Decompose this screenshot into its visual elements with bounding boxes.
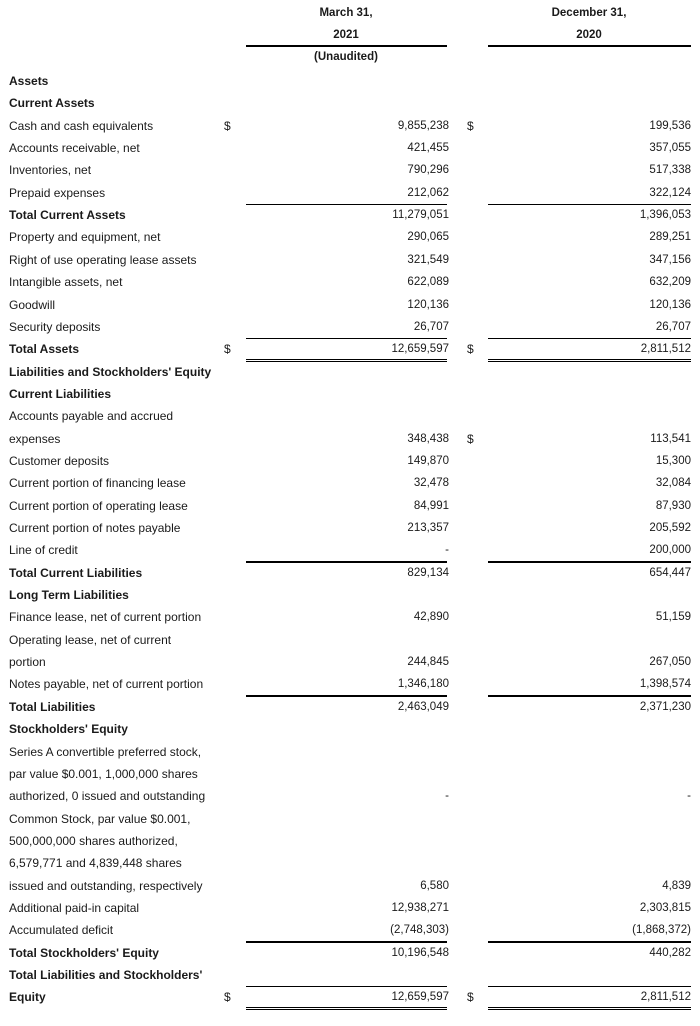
value-december-2020: 632,209 xyxy=(649,276,691,289)
total-rule xyxy=(246,338,447,339)
table-row xyxy=(0,70,700,92)
row-label: Right of use operating lease assets xyxy=(9,252,197,267)
header-underline xyxy=(246,45,447,47)
row-label: Security deposits xyxy=(9,319,101,334)
value-march-2021: - xyxy=(445,790,449,803)
row-label: Intangible assets, net xyxy=(9,275,123,290)
table-row xyxy=(0,495,700,517)
row-label: Accumulated deficit xyxy=(9,923,114,938)
value-march-2021: 2,463,049 xyxy=(397,700,449,713)
value-march-2021: 42,890 xyxy=(413,611,449,624)
row-label: Current portion of financing lease xyxy=(9,476,186,491)
header-line: (Unaudited) xyxy=(314,51,378,63)
value-march-2021: 12,659,597 xyxy=(391,343,449,356)
value-december-2020: 120,136 xyxy=(649,298,691,311)
table-row xyxy=(0,115,700,137)
total-rule xyxy=(488,942,691,943)
value-march-2021: 26,707 xyxy=(413,320,449,333)
double-underline xyxy=(488,1007,691,1010)
value-december-2020: 357,055 xyxy=(649,142,691,155)
row-label: Total Assets xyxy=(9,342,80,357)
table-row xyxy=(0,361,700,383)
total-rule xyxy=(246,696,447,697)
total-rule xyxy=(488,562,691,563)
row-label: Current portion of notes payable xyxy=(9,521,181,535)
row-label: Total Stockholders' Equity xyxy=(9,945,159,960)
currency-symbol: $ xyxy=(467,342,474,357)
row-label: Accounts receivable, net xyxy=(9,141,140,156)
table-row xyxy=(0,718,700,740)
value-december-2020: 200,000 xyxy=(649,544,691,557)
currency-symbol: $ xyxy=(467,118,474,133)
value-december-2020: (1,868,372) xyxy=(632,924,691,937)
value-december-2020: 2,811,512 xyxy=(640,991,691,1004)
value-march-2021: 9,855,238 xyxy=(397,119,449,132)
total-rule xyxy=(488,696,691,697)
row-label: Long Term Liabilities xyxy=(9,588,129,603)
value-december-2020: 199,536 xyxy=(649,119,691,132)
value-december-2020: 15,300 xyxy=(655,454,691,467)
row-label: 500,000,000 shares authorized, xyxy=(9,833,178,848)
table-row xyxy=(0,785,700,807)
value-december-2020: 267,050 xyxy=(649,656,691,669)
currency-symbol: $ xyxy=(467,990,474,1005)
value-december-2020: 87,930 xyxy=(655,499,691,512)
row-label: Liabilities and Stockholders' Equity xyxy=(9,364,212,379)
value-december-2020: 347,156 xyxy=(649,253,691,266)
row-label: Accounts payable and accrued xyxy=(9,409,174,424)
row-label: Equity xyxy=(9,990,46,1005)
value-march-2021: 348,438 xyxy=(407,432,449,445)
table-row xyxy=(0,450,700,472)
table-row xyxy=(0,629,700,651)
total-rule xyxy=(488,986,691,987)
header-line: 2021 xyxy=(333,29,359,41)
value-march-2021: 84,991 xyxy=(413,499,449,512)
table-row xyxy=(0,316,700,338)
value-march-2021: 11,279,051 xyxy=(392,209,449,222)
row-label: Common Stock, par value $0.001, xyxy=(9,811,191,826)
table-row xyxy=(0,673,700,695)
row-label: authorized, 0 issued and outstanding xyxy=(9,789,206,804)
value-march-2021: 212,062 xyxy=(407,186,449,199)
table-row xyxy=(0,539,700,561)
row-label: Customer deposits xyxy=(9,453,110,468)
value-december-2020: 440,282 xyxy=(649,946,691,959)
row-label: Line of credit xyxy=(9,543,78,558)
table-row xyxy=(0,696,700,718)
row-label: expenses xyxy=(9,431,61,446)
value-march-2021: (2,748,303) xyxy=(390,924,449,937)
table-row xyxy=(0,226,700,248)
row-label: Finance lease, net of current portion xyxy=(9,610,202,625)
table-row xyxy=(0,517,700,539)
row-label: Property and equipment, net xyxy=(9,230,161,245)
table-row xyxy=(0,338,700,360)
total-rule xyxy=(488,338,691,339)
row-label: Current Assets xyxy=(9,96,95,111)
row-label: Series A convertible preferred stock, xyxy=(9,744,202,759)
row-label: Total Current Assets xyxy=(9,208,126,223)
table-row xyxy=(0,428,700,450)
value-december-2020: 289,251 xyxy=(649,231,691,244)
currency-symbol: $ xyxy=(467,431,474,446)
value-december-2020: 51,159 xyxy=(655,611,691,624)
value-march-2021: 290,065 xyxy=(407,231,449,244)
value-march-2021: 10,196,548 xyxy=(391,946,449,959)
value-march-2021: 32,478 xyxy=(413,477,449,490)
table-row xyxy=(0,741,700,763)
currency-symbol: $ xyxy=(224,990,231,1005)
total-rule xyxy=(246,986,447,987)
table-row xyxy=(0,875,700,897)
value-december-2020: 322,124 xyxy=(649,186,691,199)
row-label: par value $0.001, 1,000,000 shares xyxy=(9,766,198,781)
row-label: Prepaid expenses xyxy=(9,185,106,200)
row-label: Current Liabilities xyxy=(9,386,112,401)
value-december-2020: 1,398,574 xyxy=(639,678,691,691)
value-december-2020: 517,338 xyxy=(649,164,691,177)
value-march-2021: 421,455 xyxy=(407,142,449,155)
value-december-2020: 2,303,815 xyxy=(639,901,691,914)
row-label: Cash and cash equivalents xyxy=(9,118,154,133)
table-row xyxy=(0,986,700,1008)
table-row xyxy=(0,271,700,293)
value-december-2020: 32,084 xyxy=(655,477,691,490)
row-label: Notes payable, net of current portion xyxy=(9,677,204,692)
value-march-2021: 790,296 xyxy=(407,164,449,177)
column-header-march-2021 xyxy=(246,2,446,68)
value-december-2020: 1,396,053 xyxy=(639,209,691,222)
table-row xyxy=(0,182,700,204)
value-march-2021: 1,346,180 xyxy=(397,678,449,691)
row-label: Stockholders' Equity xyxy=(9,722,128,737)
value-march-2021: 120,136 xyxy=(407,298,449,311)
currency-symbol: $ xyxy=(224,118,231,133)
value-december-2020: 4,839 xyxy=(662,879,691,892)
table-row xyxy=(0,562,700,584)
column-header-december-2020 xyxy=(488,2,690,46)
value-march-2021: 321,549 xyxy=(407,253,449,266)
row-label: Total Current Liabilities xyxy=(9,565,143,580)
header-line: 2020 xyxy=(576,29,602,41)
table-row xyxy=(0,808,700,830)
value-march-2021: 622,089 xyxy=(407,276,449,289)
table-row xyxy=(0,919,700,941)
value-march-2021: - xyxy=(445,544,449,557)
value-march-2021: 149,870 xyxy=(407,454,449,467)
table-row xyxy=(0,383,700,405)
row-label: Total Liabilities and Stockholders' xyxy=(9,968,203,982)
row-label: Additional paid-in capital xyxy=(9,900,140,915)
value-december-2020: 2,811,512 xyxy=(640,343,691,356)
table-row xyxy=(0,472,700,494)
row-label: Total Liabilities xyxy=(9,699,96,714)
value-december-2020: - xyxy=(687,790,691,803)
value-december-2020: 113,541 xyxy=(650,432,691,445)
table-row xyxy=(0,606,700,628)
header-underline xyxy=(488,45,691,47)
table-row xyxy=(0,942,700,964)
table-row xyxy=(0,294,700,316)
value-march-2021: 12,659,597 xyxy=(391,991,449,1004)
table-row xyxy=(0,964,700,986)
value-march-2021: 12,938,271 xyxy=(391,901,449,914)
total-rule xyxy=(246,204,447,205)
table-row xyxy=(0,830,700,852)
table-row xyxy=(0,584,700,606)
row-label: Inventories, net xyxy=(9,163,92,178)
value-december-2020: 654,447 xyxy=(649,566,691,579)
row-label: issued and outstanding, respectively xyxy=(9,878,203,893)
table-row xyxy=(0,852,700,874)
row-label: 6,579,771 and 4,839,448 shares xyxy=(9,856,182,871)
row-label: Operating lease, net of current xyxy=(9,632,172,647)
row-label: Goodwill xyxy=(9,297,56,312)
table-row xyxy=(0,651,700,673)
currency-symbol: $ xyxy=(224,342,231,357)
header-line: March 31, xyxy=(319,7,373,19)
table-row xyxy=(0,897,700,919)
value-december-2020: 205,592 xyxy=(649,522,691,534)
table-row xyxy=(0,137,700,159)
table-row xyxy=(0,405,700,427)
table-row xyxy=(0,204,700,226)
total-rule xyxy=(488,204,691,205)
table-row xyxy=(0,159,700,181)
row-label: Current portion of operating lease xyxy=(9,498,188,513)
value-march-2021: 829,134 xyxy=(407,566,449,579)
double-underline xyxy=(246,1007,447,1010)
value-march-2021: 244,845 xyxy=(407,656,449,669)
value-december-2020: 2,371,230 xyxy=(639,700,691,713)
value-march-2021: 213,357 xyxy=(407,522,449,534)
row-label: portion xyxy=(9,655,46,670)
total-rule xyxy=(246,562,447,563)
table-row xyxy=(0,92,700,114)
value-december-2020: 26,707 xyxy=(655,320,691,333)
row-label: Assets xyxy=(9,74,49,88)
value-march-2021: 6,580 xyxy=(420,879,449,892)
table-row xyxy=(0,763,700,785)
header-line: December 31, xyxy=(551,7,627,19)
total-rule xyxy=(246,942,447,943)
table-row xyxy=(0,249,700,271)
